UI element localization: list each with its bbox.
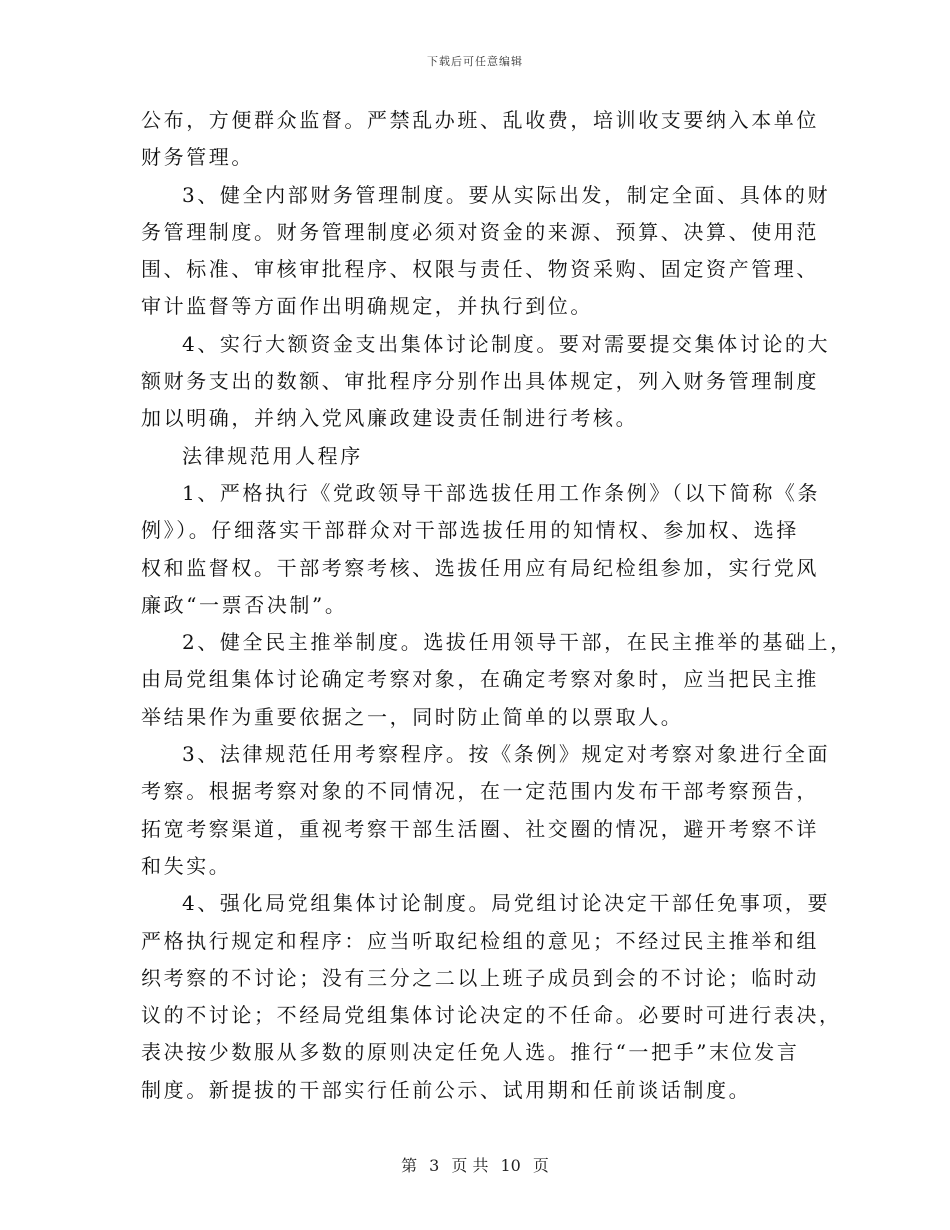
body-text-line: 4、实行大额资金支出集体讨论制度。要对需要提交集体讨论的大 (182, 331, 831, 356)
body-text-line: 1、严格执行《党政领导干部选拔任用工作条例》（以下简称《条 (182, 480, 821, 505)
body-text-line: 议的不讨论；不经局党组集体讨论决定的不任命。必要时可进行表决， (141, 1003, 842, 1028)
body-text-line: 公布，方便群众监督。严禁乱办班、乱收费，培训收支要纳入本单位 (141, 108, 819, 132)
footer-mid: 页 共 (451, 1156, 489, 1175)
footer-total-pages: 10 (500, 1156, 521, 1175)
body-text-line: 织考察的不讨论；没有三分之二以上班子成员到会的不讨论；临时动 (141, 965, 819, 990)
page-header-note: 下载后可任意编辑 (427, 55, 523, 68)
body-text-line: 拓宽考察渠道，重视考察干部生活圈、社交圈的情况，避开考察不详 (141, 816, 819, 841)
body-text-line: 3、法律规范任用考察程序。按《条例》规定对考察对象进行全面 (182, 742, 831, 767)
body-text-line: 严格执行规定和程序：应当听取纪检组的意见；不经过民主推举和组 (141, 928, 819, 953)
body-text-line: 围、标准、审核审批程序、权限与责任、物资采购、固定资产管理、 (141, 257, 819, 282)
footer-suffix: 页 (532, 1156, 549, 1175)
body-text-line: 例》）。仔细落实干部群众对干部选拔任用的知情权、参加权、选择 (141, 518, 799, 543)
body-text-line: 由局党组集体讨论确定考察对象，在确定考察对象时，应当把民主推 (141, 667, 819, 692)
document-body (141, 102, 853, 1109)
body-text-line: 法律规范用人程序 (182, 443, 363, 468)
body-text-line: 3、健全内部财务管理制度。要从实际出发，制定全面、具体的财 (182, 182, 831, 207)
footer-page-number: 3 (429, 1156, 440, 1175)
body-text-line: 财务管理。 (141, 145, 254, 170)
body-text-line: 廉政“一票否决制”。 (141, 592, 348, 617)
body-text-line: 举结果作为重要依据之一，同时防止简单的以票取人。 (141, 704, 684, 729)
body-text-line: 制度。新提拔的干部实行任前公示、试用期和任前谈话制度。 (141, 1077, 752, 1102)
body-text-line: 审计监督等方面作出明确规定，并执行到位。 (141, 294, 593, 319)
body-text-line: 权和监督权。干部考察考核、选拔任用应有局纪检组参加，实行党风 (141, 555, 819, 580)
page-footer (0, 1153, 950, 1176)
body-text-line: 考察。根据考察对象的不同情况，在一定范围内发布干部考察预告， (141, 779, 819, 804)
footer-prefix: 第 (401, 1156, 418, 1175)
body-text-line: 4、强化局党组集体讨论制度。局党组讨论决定干部任免事项，要 (182, 891, 831, 916)
body-text-line: 和失实。 (141, 853, 232, 878)
body-text-line: 额财务支出的数额、审批程序分别作出具体规定，列入财务管理制度 (141, 369, 819, 394)
body-text-line: 表决按少数服从多数的原则决定任免人选。推行“一把手”末位发言 (141, 1040, 800, 1065)
body-text-line: 加以明确，并纳入党风廉政建设责任制进行考核。 (141, 406, 639, 431)
body-text-line: 务管理制度。财务管理制度必须对资金的来源、预算、决算、使用范 (141, 219, 819, 244)
body-text-line: 2、健全民主推举制度。选拔任用领导干部，在民主推举的基础上， (182, 630, 853, 655)
